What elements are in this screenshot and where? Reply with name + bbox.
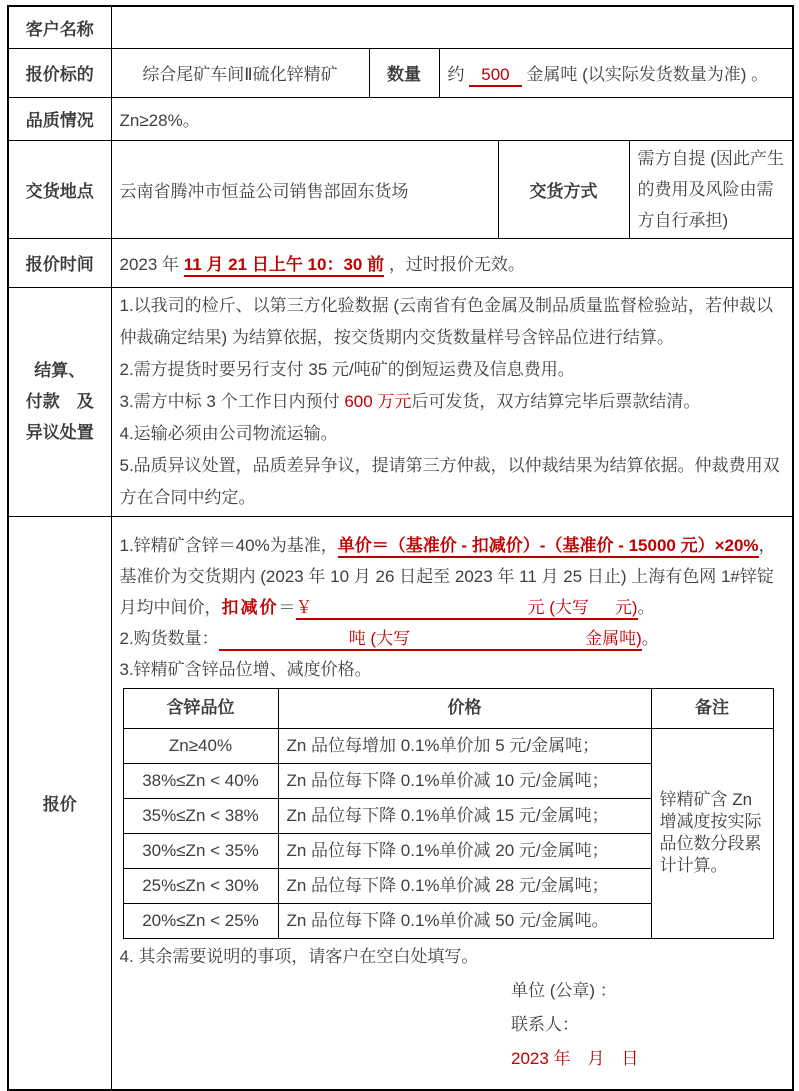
row-settlement xyxy=(8,287,793,516)
deduction-equals: ＝ xyxy=(278,597,296,617)
grade-cell: 30%≤Zn < 35% xyxy=(123,833,278,868)
quote-time-prefix: 2023 年 xyxy=(119,255,184,274)
point2-pre: 2.购货数量： xyxy=(119,628,219,648)
customer-name-label: 客户名称 xyxy=(8,6,111,48)
signature-contact-person: 联系人： xyxy=(511,1014,579,1034)
delivery-method-label: 交货方式 xyxy=(498,140,629,238)
delivery-method-value: 需方自提 (因此产生的费用及风险由需方自行承担) xyxy=(629,140,793,238)
settlement-prepay-amount: 600 万元 xyxy=(344,391,412,411)
price-cell: Zn 品位每下降 0.1%单价减 50 元/金属吨。 xyxy=(278,903,651,938)
purchase-qty-fill-in xyxy=(219,629,642,651)
settlement-item-3-pre: 3.需方中标 3 个工作日内预付 xyxy=(119,391,345,411)
deduction-words-blank xyxy=(589,612,615,613)
purchase-qty-unit-1: 吨 (大写 xyxy=(348,628,411,648)
deduction-price-fill-in xyxy=(296,598,638,620)
quantity-suffix: 金属吨 (以实际发货数量为准) 。 xyxy=(526,65,769,84)
price-cell: Zn 品位每下降 0.1%单价减 10 元/金属吨； xyxy=(278,763,651,798)
customer-name-value xyxy=(111,6,793,48)
delivery-place-value: 云南省腾冲市恒益公司销售部固东货场 xyxy=(111,140,498,238)
row-quote-time xyxy=(8,238,793,287)
settlement-item-4: 4.运输必须由公司物流运输。 xyxy=(119,423,338,443)
grade-cell: 38%≤Zn < 40% xyxy=(123,763,278,798)
quote-time-label: 报价时间 xyxy=(8,238,111,287)
delivery-place-label: 交货地点 xyxy=(8,140,111,238)
purchase-qty-unit-2: 金属吨) xyxy=(585,628,642,648)
deduction-price-label: 扣减价 xyxy=(221,597,279,617)
quality-value: Zn≥28%。 xyxy=(111,97,793,140)
price-column-header: 价格 xyxy=(278,688,651,728)
grade-table-remark: 锌精矿含 Zn 增减度按实际品位数分段累计计算。 xyxy=(651,728,773,938)
purchase-qty-blank xyxy=(219,643,349,644)
grade-cell: Zn≥40% xyxy=(123,728,278,763)
quality-label: 品质情况 xyxy=(8,97,111,140)
row-quotation xyxy=(8,516,793,1090)
quotation-table xyxy=(7,5,794,1091)
remark-column-header: 备注 xyxy=(651,688,773,728)
settlement-label-line3: 异议处置 xyxy=(25,423,94,442)
row-quote-subject xyxy=(8,48,793,97)
signature-block xyxy=(511,974,726,1076)
grade-row-1 xyxy=(123,728,773,763)
quantity-label: 数量 xyxy=(369,48,439,97)
settlement-item-2: 2.需方提货时要另行支付 35 元/吨矿的倒短运费及信息费用。 xyxy=(119,359,575,379)
grade-table-header-row xyxy=(123,688,773,728)
quotation-point-2 xyxy=(120,623,785,654)
settlement-item-5: 5.品质异议处置，品质差异争议，提请第三方仲裁，以仲裁结果为结算依据。仲裁费用双方在合同中约定。 xyxy=(119,455,780,507)
row-delivery xyxy=(8,140,793,238)
unit-price-formula: 单价＝（基准价 - 扣减价）-（基准价 - 15000 元）×20% xyxy=(338,536,759,558)
purchase-qty-words-blank xyxy=(410,643,585,644)
settlement-item-3 xyxy=(120,386,785,418)
settlement-item-3-post: 后可发货，双方结算完毕后票款结清。 xyxy=(411,391,701,411)
price-cell: Zn 品位每下降 0.1%单价减 15 元/金属吨； xyxy=(278,798,651,833)
quotation-content-cell xyxy=(111,516,793,1090)
price-cell: Zn 品位每下降 0.1%单价减 20 元/金属吨； xyxy=(278,833,651,868)
settlement-item-1: 1.以我司的检斤、以第三方化验数据 (云南省有色金属及制品质量监督检验站，若仲裁以仲裁确定结果) 为结算依据，按交货期内交货数量样号含锌品位进行结算。 xyxy=(119,295,774,347)
quote-time-deadline: 11 月 21 日上午 10：30 前 xyxy=(184,255,384,277)
deduction-unit-2: 元) xyxy=(614,597,638,617)
point1-pre: 1.锌精矿含锌＝40%为基准， xyxy=(119,535,338,555)
price-cell: Zn 品位每下降 0.1%单价减 28 元/金属吨； xyxy=(278,868,651,903)
quantity-fill-in: 500 xyxy=(469,65,521,87)
quantity-value-cell xyxy=(439,48,793,97)
grade-price-table xyxy=(123,688,774,939)
settlement-terms-cell xyxy=(111,287,793,516)
quote-subject-value: 综合尾矿车间Ⅱ硫化锌精矿 xyxy=(111,48,369,97)
quote-time-value-cell xyxy=(111,238,793,287)
settlement-label xyxy=(8,287,111,516)
quotation-point-3: 3.锌精矿含锌品位增、减度价格。 xyxy=(119,659,372,679)
quotation-point-4: 4. 其余需要说明的事项，请客户在空白处填写。 xyxy=(119,946,479,966)
signature-unit-seal: 单位 (公章) ： xyxy=(511,980,617,1000)
point1-mid: ， 基准价为交货期内 (2023 年 10 月 26 日起至 2023 年 11 月 25 日止) 上海有色网 1#锌锭月均中间价， xyxy=(119,535,785,617)
quotation-label: 报价 xyxy=(8,516,111,1090)
point2-end: 。 xyxy=(641,628,659,648)
quote-subject-label: 报价标的 xyxy=(8,48,111,97)
settlement-label-line1: 结算、 xyxy=(34,361,86,380)
signature-date: 2023 年 月 日 xyxy=(511,1048,639,1068)
quotation-point-1 xyxy=(120,530,785,623)
row-customer-name xyxy=(8,6,793,48)
settlement-label-line2: 付款 及 xyxy=(25,392,94,411)
quote-time-suffix: ，过时报价无效。 xyxy=(388,255,525,274)
deduction-unit-1: 元 (大写 xyxy=(527,597,589,617)
price-cell: Zn 品位每增加 0.1%单价加 5 元/金属吨； xyxy=(278,728,651,763)
quantity-prefix: 约 xyxy=(447,65,465,84)
grade-cell: 35%≤Zn < 38% xyxy=(123,798,278,833)
grade-column-header: 含锌品位 xyxy=(123,688,278,728)
yen-sign: ￥ xyxy=(295,597,313,617)
point1-end: 。 xyxy=(637,597,655,617)
grade-cell: 20%≤Zn < 25% xyxy=(123,903,278,938)
deduction-amount-blank xyxy=(313,612,528,613)
grade-cell: 25%≤Zn < 30% xyxy=(123,868,278,903)
row-quality xyxy=(8,97,793,140)
